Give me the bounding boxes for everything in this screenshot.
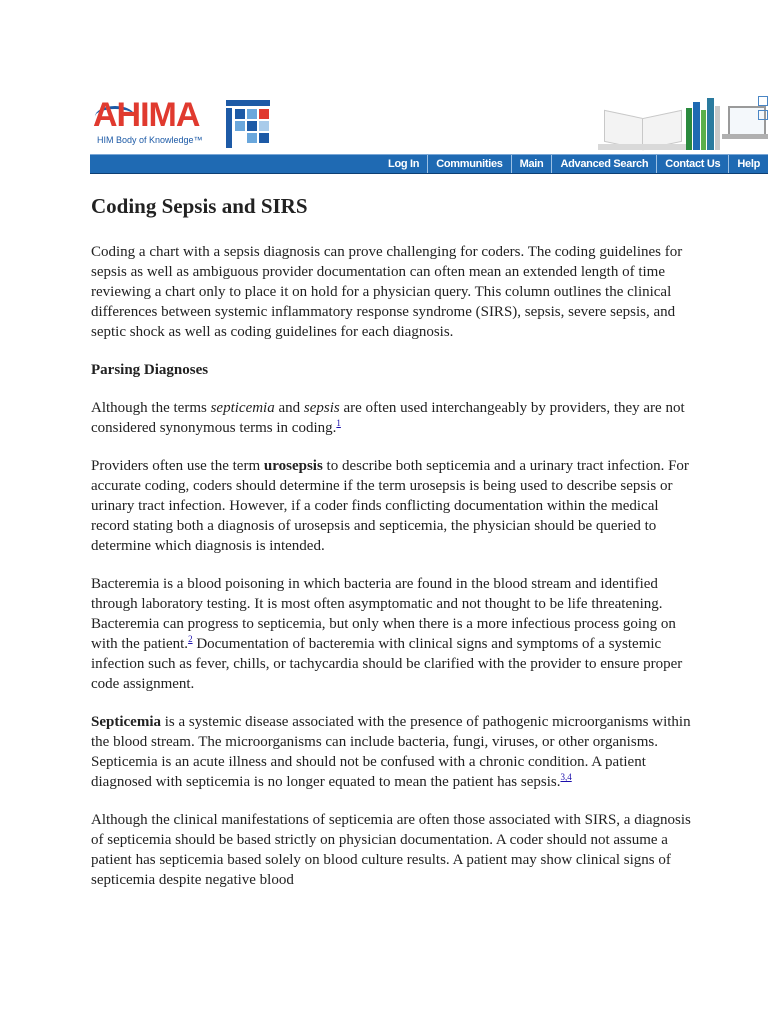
term-septicemia-bold: Septicemia <box>91 714 161 730</box>
nav-help[interactable]: Help <box>728 155 768 173</box>
nav-main[interactable]: Main <box>511 155 552 173</box>
footnote-link-2[interactable]: 2 <box>188 634 193 644</box>
ahima-logo[interactable] <box>93 98 283 154</box>
section-heading: Parsing Diagnoses <box>91 362 209 378</box>
term-sepsis: sepsis <box>303 400 340 416</box>
paragraph-terms: Although the terms septicemia and sepsis are often used interchangeably by providers, they are not considered synonymous terms in coding.$^1$ <box>91 400 685 436</box>
term-septicemia: septicemia <box>210 400 275 416</box>
intro-paragraph: Coding a chart with a sepsis diagnosis can prove challenging for coders. The coding guidelines for sepsis as well as ambiguous provider documentation can often mean an extended length of time reviewing a chart only to place it on hold for a physician query. This column outlines the clinical differences between systemic inflammatory response syndrome (SIRS), sepsis, severe sepsis, and septic shock as well as coding guidelines for each diagnosis. <box>91 244 683 340</box>
top-navigation-bar <box>90 154 768 174</box>
term-urosepsis: urosepsis <box>263 458 323 474</box>
logo-tagline: HIM Body of Knowledge™ <box>97 135 203 145</box>
article-body <box>91 191 691 908</box>
nav-log-in[interactable]: Log In <box>388 158 420 170</box>
paragraph-urosepsis: Providers often use the term urosepsis to describe both septicemia and a urinary tract infection. For accurate coding, coders should determine if the term urosepsis is being used to describe sepsis or urinary tract infection. However, if a coder finds conflicting documentation within the medical record stating both a diagnosis of urosepsis and septicemia, the physician should be queried to determine which diagnosis is intended. <box>91 458 689 554</box>
logo-squares-icon <box>226 100 270 148</box>
footnote-link-3-4[interactable]: 3,4 <box>560 772 572 782</box>
paragraph-septicemia: Septicemia is a systemic disease associated with the presence of pathogenic microorganisms within the blood stream. The microorganisms can include bacteria, fungi, viruses, or other organisms. Septicemia is an acute illness and should not be confused with a chronic condition. A patient diagnosed with septicemia is no longer equated to mean the patient has sepsis.$^{3,4}$ <box>91 714 691 790</box>
footnote-link-1[interactable]: 1 <box>336 418 341 428</box>
logo-wordmark: AHIMA <box>93 96 200 134</box>
nav-contact-us[interactable]: Contact Us <box>656 155 728 173</box>
article-title: Coding Sepsis and SIRS <box>91 194 308 218</box>
banner-books-laptop-icon <box>598 88 768 154</box>
paragraph-bacteremia: Bacteremia is a blood poisoning in which bacteria are found in the blood stream and identified through laboratory testing. It is most often asymptomatic and not thought to be life threatening. Bacteremia can progress to septicemia, but only when there is a more infectious process going on with the patient.$^2$ Documentation of bacteremia with clinical signs and symptoms of a systemic infection such as fever, chills, or tachycardia should be clarified with the provider to ensure proper code assignment. <box>91 576 683 692</box>
nav-communities[interactable]: Communities <box>427 155 510 173</box>
nav-advanced-search[interactable]: Advanced Search <box>551 155 656 173</box>
site-header <box>0 0 768 175</box>
paragraph-clinical-manifestations: Although the clinical manifestations of septicemia are often those associated with SIRS, a diagnosis of septicemia should be based strictly on physician documentation. A coder should not assume a patient has septicemia based solely on blood culture results. A patient may show clinical signs of septicemia despite negative blood <box>91 812 691 888</box>
